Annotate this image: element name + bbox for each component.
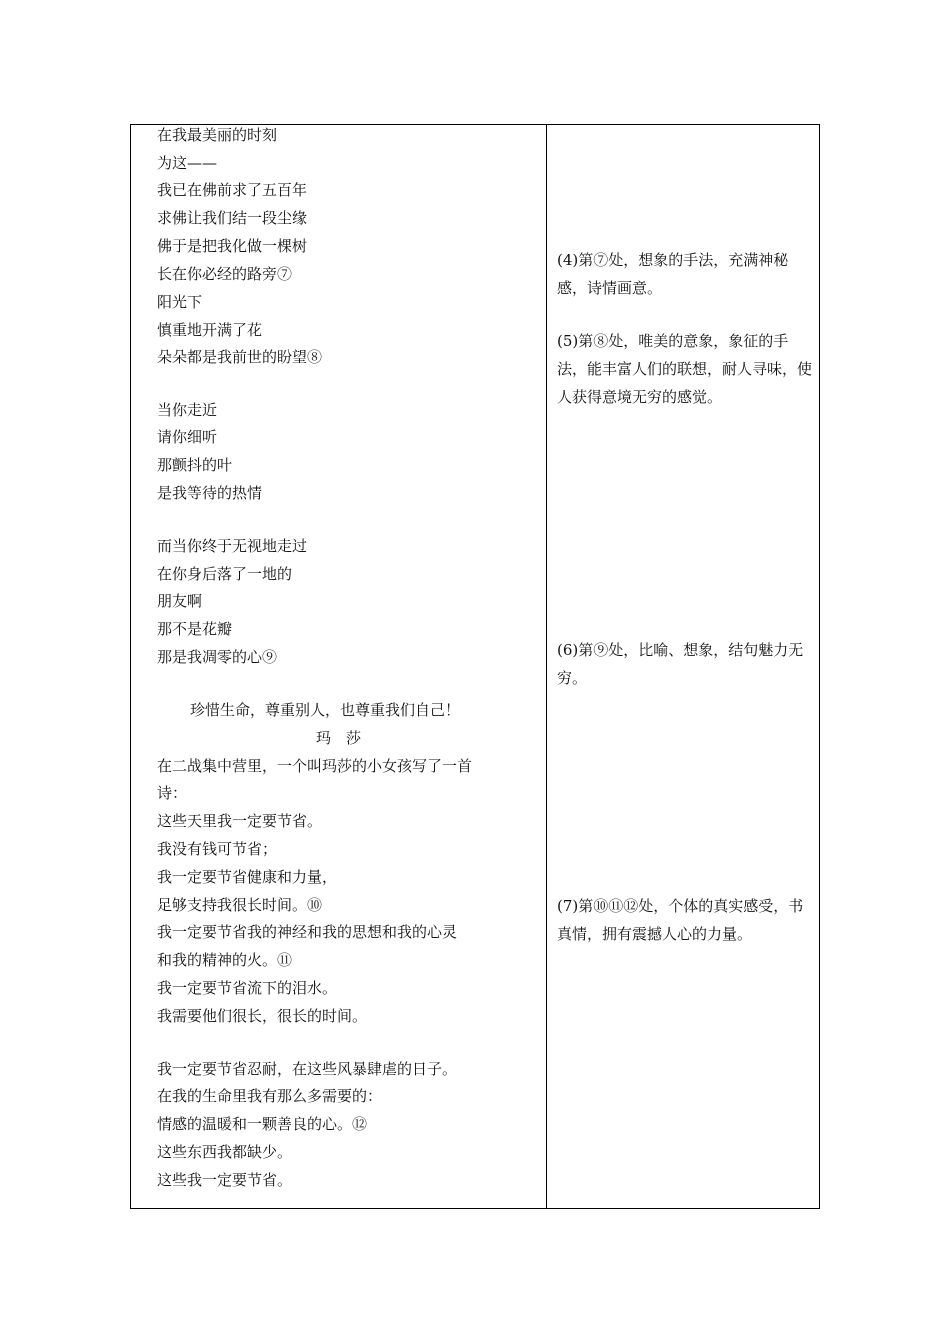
content-table bbox=[130, 124, 820, 1209]
poem-line: 朵朵都是我前世的盼望⑧ bbox=[157, 348, 323, 366]
poem-line: 我一定要节省我的神经和我的思想和我的心灵 bbox=[157, 923, 458, 941]
motto-line: 珍惜生命，尊重别人，也尊重我们自己！ bbox=[190, 701, 461, 719]
poem-line: 情感的温暖和一颗善良的心。⑫ bbox=[157, 1115, 368, 1133]
poem-line: 为这—— bbox=[157, 154, 218, 172]
poem-line: 阳光下 bbox=[157, 293, 203, 311]
poem-line: 而当你终于无视地走过 bbox=[157, 537, 308, 555]
poem-line: 和我的精神的火。⑪ bbox=[157, 951, 293, 969]
poem-line: 在你身后落了一地的 bbox=[157, 565, 293, 583]
annotation-note: (7)第⑩⑪⑫处，个体的真实感受，书真情，拥有震撼人心的力量。 bbox=[557, 897, 804, 943]
poem-line: 这些我一定要节省。 bbox=[157, 1171, 293, 1189]
poem-line: 我需要他们很长，很长的时间。 bbox=[157, 1007, 368, 1025]
poem-line: 是我等待的热情 bbox=[157, 484, 263, 502]
poem-line: 那是我凋零的心⑨ bbox=[157, 648, 278, 666]
prose-line: 在二战集中营里，一个叫玛莎的小女孩写了一首 bbox=[157, 757, 473, 775]
poem-line: 求佛让我们结一段尘缘 bbox=[157, 209, 308, 227]
poem-line: 这些天里我一定要节省。 bbox=[157, 812, 323, 830]
poem-title: 玛 莎 bbox=[316, 729, 362, 747]
column-divider bbox=[546, 125, 547, 1208]
poem-line: 慎重地开满了花 bbox=[157, 321, 263, 339]
poem-line: 足够支持我很长时间。⑩ bbox=[157, 896, 323, 914]
poem-line: 佛于是把我化做一棵树 bbox=[157, 237, 308, 255]
poem-line: 朋友啊 bbox=[157, 592, 203, 610]
poem-line: 请你细听 bbox=[157, 428, 218, 446]
poem-line: 那颤抖的叶 bbox=[157, 456, 233, 474]
annotation-note: (5)第⑧处，唯美的意象，象征的手法，能丰富人们的联想，耐人寻味，使人获得意境无穷的感觉。 bbox=[557, 332, 813, 406]
annotation-note: (6)第⑨处，比喻、想象，结句魅力无穷。 bbox=[557, 641, 804, 687]
poem-line: 我没有钱可节省； bbox=[157, 840, 278, 858]
poem-line: 在我最美丽的时刻 bbox=[157, 126, 278, 144]
annotation-note: (4)第⑦处，想象的手法，充满神秘感，诗情画意。 bbox=[557, 251, 789, 297]
poem-line: 我一定要节省流下的泪水。 bbox=[157, 979, 338, 997]
poem-line: 长在你必经的路旁⑦ bbox=[157, 265, 293, 283]
poem-line: 我一定要节省忍耐，在这些风暴肆虐的日子。 bbox=[157, 1060, 458, 1078]
prose-line: 诗： bbox=[157, 784, 188, 802]
poem-line: 我已在佛前求了五百年 bbox=[157, 181, 308, 199]
poem-line: 我一定要节省健康和力量， bbox=[157, 868, 338, 886]
poem-line: 在我的生命里我有那么多需要的： bbox=[157, 1087, 383, 1105]
poem-line: 这些东西我都缺少。 bbox=[157, 1143, 293, 1161]
poem-line: 那不是花瓣 bbox=[157, 620, 233, 638]
poem-line: 当你走近 bbox=[157, 401, 218, 419]
